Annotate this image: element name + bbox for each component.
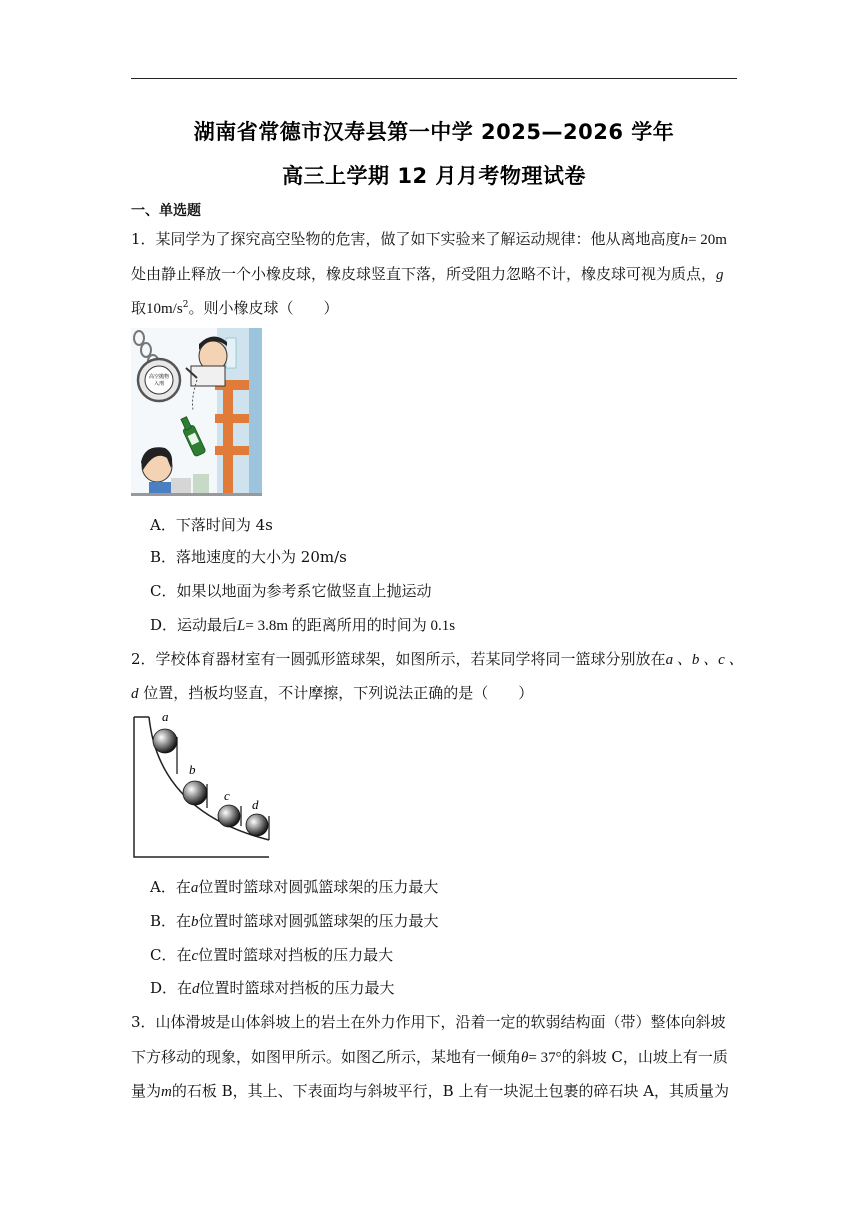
q1-line1: 1．某同学为了探究高空坠物的危害，做了如下实验来了解运动规律：他从离地高度h= 20m [131,230,727,248]
q2-option-d[interactable]: D．在d位置时篮球对挡板的压力最大 [150,979,395,997]
q1-option-c[interactable]: C．如果以地面为参考系它做竖直上抛运动 [150,582,432,600]
q2-option-c[interactable]: C．在c位置时篮球对挡板的压力最大 [150,946,394,964]
q2-line2: d 位置，挡板均竖直，不计摩擦，下列说法正确的是（ ） [131,684,534,702]
q2-line1: 2．学校体育器材室有一圆弧形篮球架，如图所示，若某同学将同一篮球分别放在a 、b 、c 、 [131,650,744,668]
svg-text:高空抛物: 高空抛物 [148,374,170,380]
header-rule [131,78,737,79]
label-d: d [252,797,259,812]
q1-option-d[interactable]: D．运动最后L= 3.8m 的距离所用的时间为 0.1s [150,616,456,634]
ball-b [183,781,207,805]
q3-line3: 量为m的石板 B，其上、下表面均与斜坡平行，B 上有一块泥土包裹的碎石块 A，其质量为 [131,1082,730,1100]
section-heading: 一、单选题 [131,203,201,219]
q3-line2: 下方移动的现象，如图甲所示。如图乙所示，某地有一倾角θ= 37°的斜坡 C，山坡上有一质 [131,1048,728,1066]
basketball-rack-figure [131,712,273,862]
q2-option-a[interactable]: A．在a位置时篮球对圆弧篮球架的压力最大 [150,878,439,896]
q3-line1: 3．山体滑坡是山体斜坡上的岩土在外力作用下，沿着一定的软弱结构面（带）整体向斜坡 [131,1013,726,1031]
exam-title-line2: 高三上学期 12 月月考物理试卷 [282,164,586,188]
ball-d [246,814,268,836]
svg-text:入刑: 入刑 [153,381,165,387]
q1-option-b[interactable]: B．落地速度的大小为 20m/s [150,548,347,566]
ball-a [153,729,177,753]
q1-line2: 处由静止释放一个小橡皮球，橡皮球竖直下落，所受阻力忽略不计，橡皮球可视为质点，g [131,265,724,283]
q2-option-b[interactable]: B．在b位置时篮球对圆弧篮球架的压力最大 [150,912,439,930]
label-b: b [189,762,196,777]
exam-title-line1: 湖南省常德市汉寿县第一中学 2025—2026 学年 [193,120,675,144]
label-c: c [224,788,230,803]
falling-object-illustration [131,328,262,496]
ball-c [218,805,240,827]
label-a: a [162,712,169,724]
q1-line3: 取$10m/s^2$。则小橡皮球（ ） [131,299,339,317]
q1-option-a[interactable]: A．下落时间为 4s [150,516,273,534]
